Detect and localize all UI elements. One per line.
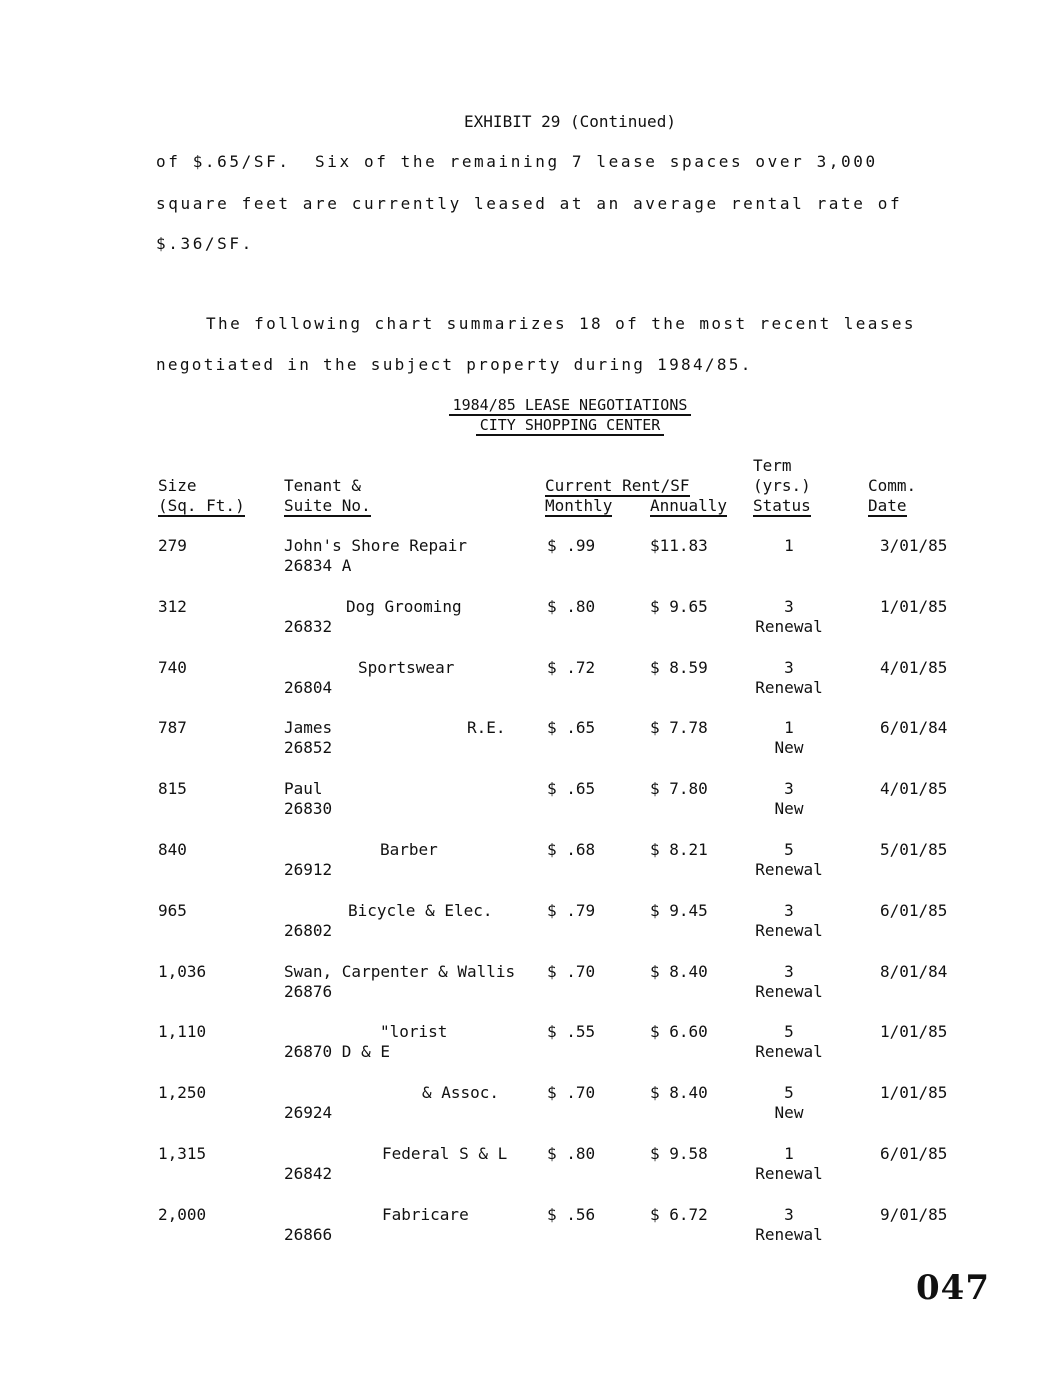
row-suite: 26924: [284, 1103, 333, 1122]
row-tenant: Fabricare: [382, 1205, 469, 1224]
row-comm-date: 1/01/85: [880, 597, 948, 616]
row-size: 312: [158, 597, 187, 616]
row-suite: 26834 A: [284, 556, 352, 575]
row-size: 740: [158, 658, 187, 677]
row-tenant: John's Shore Repair: [284, 536, 468, 555]
row-status: Renewal: [755, 1164, 823, 1183]
row-suite: 26832: [284, 617, 333, 636]
row-annual-rent: $ 6.72: [650, 1205, 708, 1224]
row-comm-date: 3/01/85: [880, 536, 948, 555]
header-term-3: Status: [753, 496, 811, 515]
row-monthly-rent: $ .65: [547, 718, 596, 737]
row-comm-date: 5/01/85: [880, 840, 948, 859]
row-tenant: James R.E.: [284, 718, 506, 737]
row-tenant: & Assoc.: [422, 1083, 500, 1102]
row-monthly-rent: $ .80: [547, 597, 596, 616]
row-size: 279: [158, 536, 187, 555]
row-monthly-rent: $ .68: [547, 840, 596, 859]
row-status: Renewal: [755, 860, 823, 879]
row-tenant: Swan, Carpenter & Wallis: [284, 962, 516, 981]
row-status: Renewal: [755, 1225, 823, 1244]
row-annual-rent: $ 8.40: [650, 1083, 708, 1102]
row-comm-date: 6/01/85: [880, 1144, 948, 1163]
row-status: Renewal: [755, 678, 823, 697]
row-term: 3: [784, 779, 794, 798]
row-monthly-rent: $ .70: [547, 1083, 596, 1102]
row-comm-date: 9/01/85: [880, 1205, 948, 1224]
intro-line-1: of $.65/SF. Six of the remaining 7 lease spaces over 3,000: [156, 152, 878, 171]
row-size: 2,000: [158, 1205, 207, 1224]
row-monthly-rent: $ .56: [547, 1205, 596, 1224]
row-annual-rent: $ 9.65: [650, 597, 708, 616]
row-comm-date: 6/01/85: [880, 901, 948, 920]
row-annual-rent: $11.83: [650, 536, 708, 555]
row-status: Renewal: [755, 921, 823, 940]
row-term: 3: [784, 597, 794, 616]
header-tenant-1: Tenant &: [284, 476, 362, 495]
row-size: 1,250: [158, 1083, 207, 1102]
row-comm-date: 6/01/84: [880, 718, 948, 737]
row-size: 815: [158, 779, 187, 798]
row-suite: 26852: [284, 738, 333, 757]
row-monthly-rent: $ .80: [547, 1144, 596, 1163]
table-subtitle: [0, 416, 1064, 434]
row-comm-date: 1/01/85: [880, 1022, 948, 1041]
row-suite: 26912: [284, 860, 333, 879]
row-status: New: [774, 799, 804, 818]
intro-line-5: negotiated in the subject property during 1984/85.: [156, 355, 753, 374]
header-monthly: Monthly: [545, 496, 613, 515]
exhibit-heading: EXHIBIT 29 (Continued): [464, 112, 676, 131]
header-term-1: Term: [753, 456, 792, 475]
row-size: 1,110: [158, 1022, 207, 1041]
row-comm-date: 1/01/85: [880, 1083, 948, 1102]
header-size-1: Size: [158, 476, 197, 495]
row-annual-rent: $ 8.59: [650, 658, 708, 677]
row-annual-rent: $ 8.40: [650, 962, 708, 981]
header-current-rent: Current Rent/SF: [545, 476, 690, 495]
row-comm-date: 4/01/85: [880, 779, 948, 798]
intro-line-4: The following chart summarizes 18 of the most recent leases: [206, 314, 916, 333]
page-number: 047: [916, 1268, 990, 1308]
row-term: 1: [784, 536, 794, 555]
row-size: 1,036: [158, 962, 207, 981]
table-title-line-1: 1984/85 LEASE NEGOTIATIONS: [449, 396, 692, 416]
row-size: 1,315: [158, 1144, 207, 1163]
row-term: 5: [784, 840, 794, 859]
header-term-2: (yrs.): [753, 476, 811, 495]
table-title: [0, 396, 1064, 414]
row-monthly-rent: $ .55: [547, 1022, 596, 1041]
row-annual-rent: $ 8.21: [650, 840, 708, 859]
row-comm-date: 8/01/84: [880, 962, 948, 981]
row-term: 3: [784, 658, 794, 677]
row-monthly-rent: $ .99: [547, 536, 596, 555]
row-tenant: Sportswear: [358, 658, 455, 677]
header-comm-1: Comm.: [868, 476, 917, 495]
row-term: 5: [784, 1083, 794, 1102]
row-suite: 26804: [284, 678, 333, 697]
row-suite: 26830: [284, 799, 333, 818]
row-tenant: "lorist: [380, 1022, 448, 1041]
row-size: 965: [158, 901, 187, 920]
table-title-line-2: CITY SHOPPING CENTER: [476, 416, 665, 436]
header-tenant-2: Suite No.: [284, 496, 371, 515]
header-size-2: (Sq. Ft.): [158, 496, 245, 515]
row-suite: 26866: [284, 1225, 333, 1244]
intro-line-3: $.36/SF.: [156, 234, 254, 253]
row-status: Renewal: [755, 982, 823, 1001]
row-term: 1: [784, 1144, 794, 1163]
row-status: Renewal: [755, 1042, 823, 1061]
header-annually: Annually: [650, 496, 728, 515]
row-annual-rent: $ 9.45: [650, 901, 708, 920]
row-status: Renewal: [755, 617, 823, 636]
row-annual-rent: $ 9.58: [650, 1144, 708, 1163]
row-term: 1: [784, 718, 794, 737]
header-comm-2: Date: [868, 496, 907, 515]
row-tenant: Federal S & L: [382, 1144, 508, 1163]
row-annual-rent: $ 7.80: [650, 779, 708, 798]
row-term: 3: [784, 962, 794, 981]
row-comm-date: 4/01/85: [880, 658, 948, 677]
row-monthly-rent: $ .72: [547, 658, 596, 677]
row-status: New: [774, 1103, 804, 1122]
row-monthly-rent: $ .79: [547, 901, 596, 920]
row-monthly-rent: $ .65: [547, 779, 596, 798]
row-size: 787: [158, 718, 187, 737]
row-monthly-rent: $ .70: [547, 962, 596, 981]
row-suite: 26876: [284, 982, 333, 1001]
row-status: New: [774, 738, 804, 757]
row-tenant: Dog Grooming: [346, 597, 462, 616]
row-suite: 26842: [284, 1164, 333, 1183]
row-annual-rent: $ 7.78: [650, 718, 708, 737]
intro-line-2: square feet are currently leased at an average rental rate of: [156, 194, 903, 213]
row-suite: 26802: [284, 921, 333, 940]
row-term: 5: [784, 1022, 794, 1041]
row-tenant: Bicycle & Elec.: [348, 901, 493, 920]
row-annual-rent: $ 6.60: [650, 1022, 708, 1041]
row-term: 3: [784, 901, 794, 920]
row-term: 3: [784, 1205, 794, 1224]
row-tenant: Barber: [380, 840, 438, 859]
row-tenant: Paul: [284, 779, 323, 798]
row-suite: 26870 D & E: [284, 1042, 390, 1061]
row-size: 840: [158, 840, 187, 859]
